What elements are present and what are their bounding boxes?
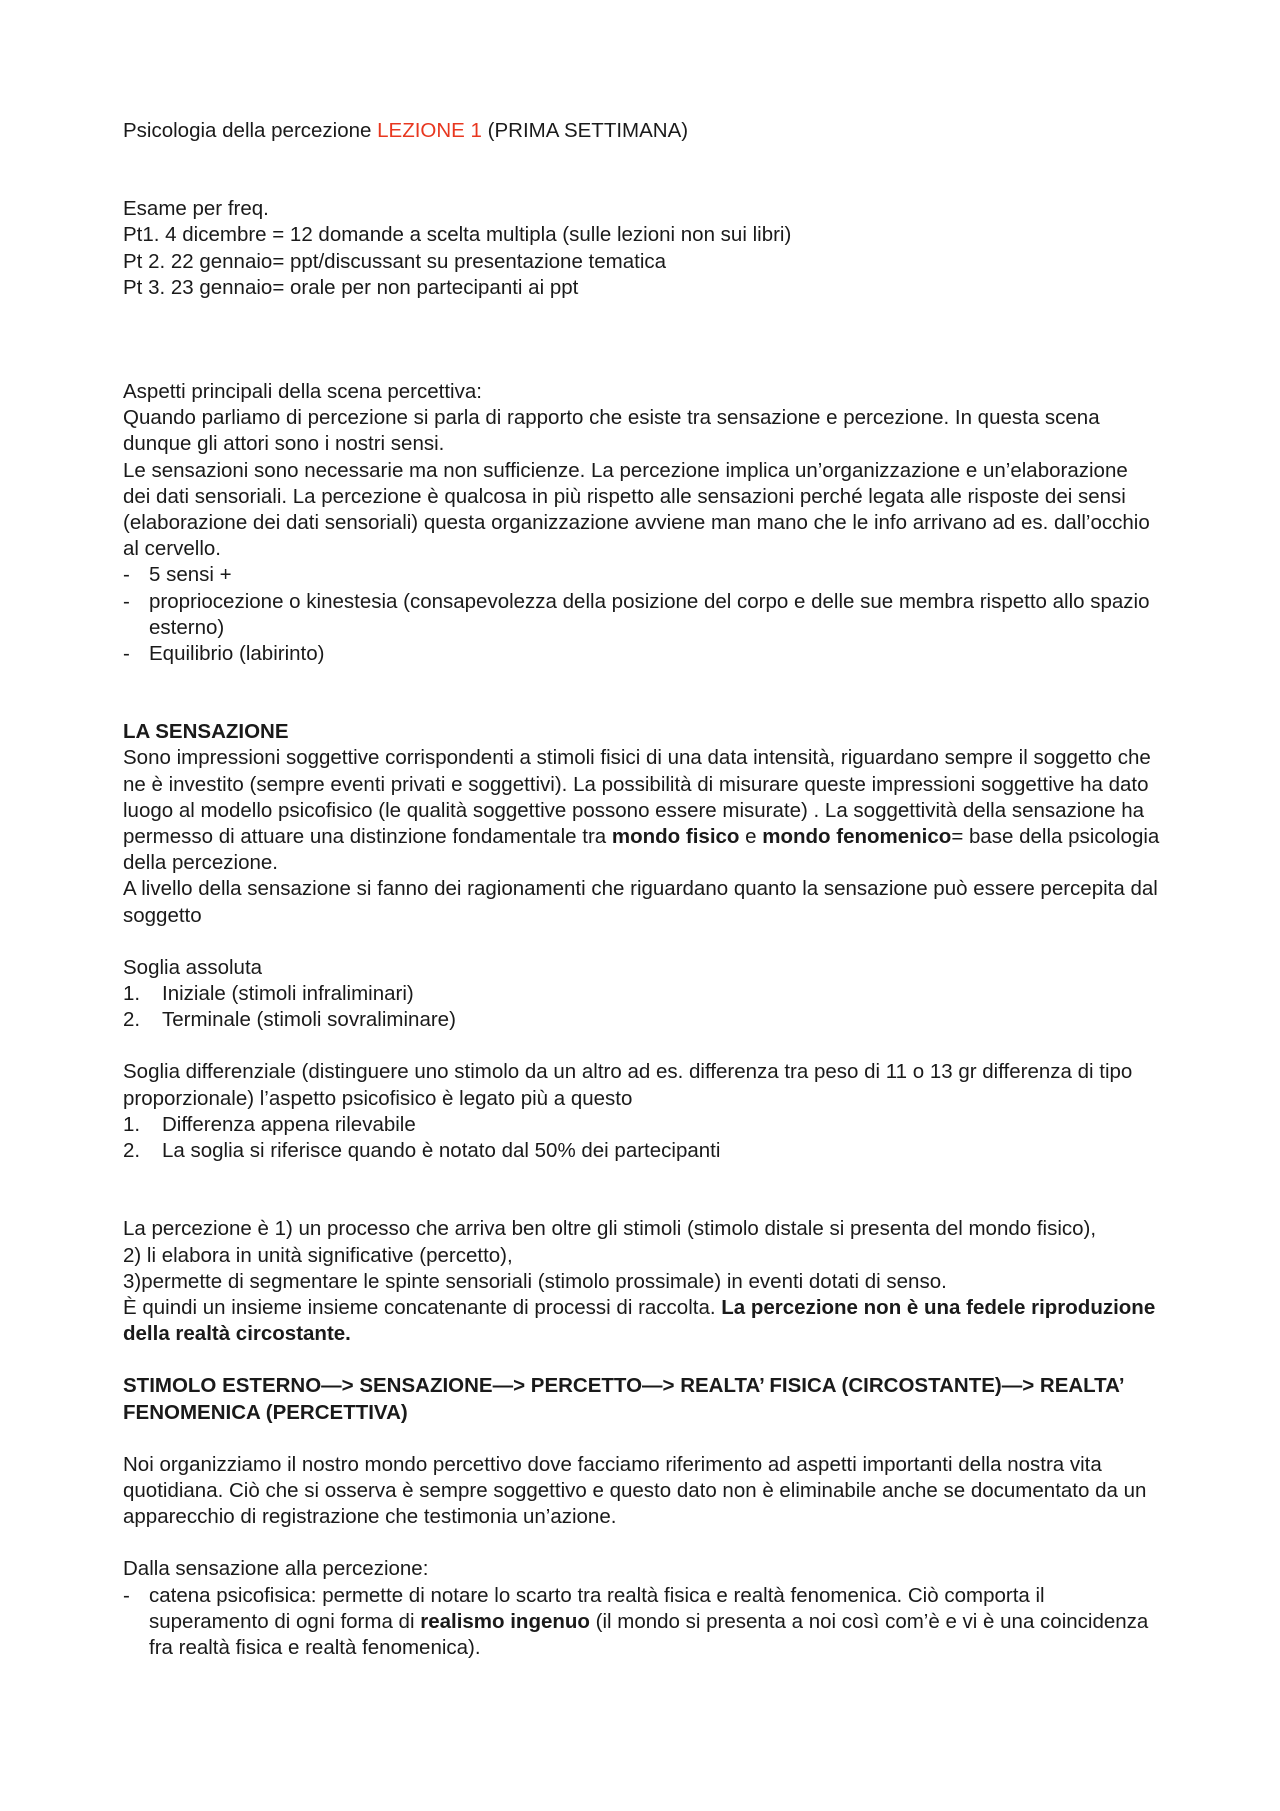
list-item [123,1112,1160,1138]
text-run: Sono impressioni soggettive corrispondenti a stimoli fisici di una data intensità, riguardano sempre il soggetto che ne è investito (sempre eventi privati e soggettivi). La possibilità di misurare queste impressioni soggettive ha dato luogo al modello psicofisico (le qualità soggettive possono essere misurate) . La soggettività della sensazione ha permesso di attuare una distinzione fondamentale tra [123,746,1151,849]
exam-section [123,196,1160,301]
list-item [123,1583,1160,1662]
numbered-list [123,1112,1160,1164]
text-run: = base della psicologia della percezione. [123,825,1160,875]
section-heading: LA SENSAZIONE [123,720,289,744]
list-item [123,1007,1160,1033]
title-text: Psicologia della percezione [123,119,378,142]
dash-list [123,1583,1160,1662]
list-number: 1. [123,1112,141,1136]
title-lesson-label: LEZIONE 1 [377,119,482,142]
perception-line: La percezione è 1) un processo che arriva ben oltre gli stimoli (stimolo distale si presenta del mondo fisico), [123,1217,1097,1241]
sensation-section [123,719,1160,929]
differential-threshold-section [123,1059,1160,1164]
subheading: Soglia assoluta [123,955,263,979]
aspects-paragraph: Quando parliamo di percezione si parla di rapporto che esiste tra sensazione e percezione. In questa scena dunque gli attori sono i nostri sensi. [123,406,1100,456]
aspects-section [123,379,1160,667]
perception-line: 3)permette di segmentare le spinte sensoriali (stimolo prossimale) in eventi dotati di senso. [123,1269,947,1293]
exam-line: Pt1. 4 dicembre = 12 domande a scelta multipla (sulle lezioni non sui libri) [123,223,792,247]
list-item: - Equilibrio (labirinto) [123,641,1160,667]
bold-term: mondo fenomenico [762,825,952,849]
list-text: Iniziale (stimoli infraliminari) [162,982,414,1006]
subheading: Dalla sensazione alla percezione: [123,1557,429,1581]
list-number: 2. [123,1008,141,1032]
list-item: - 5 sensi + [123,562,1160,588]
perceptual-world-paragraph: Noi organizziamo il nostro mondo percettivo dove facciamo riferimento ad aspetti importanti della nostra vita quotidiana. Ciò che si osserva è sempre soggettivo e questo dato non è eliminabile anche se documentato da un apparecchio di registrazione che testimonia un’azione. [123,1452,1147,1529]
text-run: È quindi un insieme insieme concatenante di processi di raccolta. [123,1295,722,1319]
aspects-paragraph: Le sensazioni sono necessarie ma non sufficienze. La percezione implica un’organizzazione e un’elaborazione dei dati sensoriali. La percezione è qualcosa in più rispetto alle sensazioni perché legata alle risposte dei sensi (elaborazione dei dati sensoriali) questa organizzazione avviene man mano che le info arrivano ad es. dall’occhio al cervello. [123,458,1150,561]
list-text: La soglia si riferisce quando è notato dal 50% dei partecipanti [162,1139,721,1163]
sensation-to-perception-section [123,1556,1160,1661]
numbered-list [123,981,1160,1033]
senses-list [123,562,1160,667]
exam-line: Pt 2. 22 gennaio= ppt/discussant su presentazione tematica [123,249,667,273]
sensation-paragraph: A livello della sensazione si fanno dei ragionamenti che riguardano quanto la sensazione può essere percepita dal soggetto [123,877,1158,927]
list-text: Differenza appena rilevabile [162,1112,416,1136]
document-title [123,118,1160,144]
bold-term: realismo ingenuo [420,1609,590,1633]
list-item [123,1138,1160,1164]
bold-term: mondo fisico [611,825,740,849]
sensation-paragraph [123,745,1160,876]
exam-heading: Esame per freq. [123,197,269,221]
list-number: 2. [123,1139,141,1163]
subheading: Soglia differenziale (distinguere uno stimolo da un altro ad es. differenza tra peso di 11 o 13 gr differenza di tipo proporzionale) l’aspetto psicofisico è legato più a questo [123,1060,1133,1110]
list-item: - propriocezione o kinestesia (consapevolezza della posizione del corpo e delle sue membra rispetto allo spazio esterno) [123,589,1160,641]
exam-line: Pt 3. 23 gennaio= orale per non partecipanti ai ppt [123,275,579,299]
perception-section [123,1216,1160,1347]
list-text: Terminale (stimoli sovraliminare) [162,1008,456,1032]
bold-statement: La percezione non è una fedele riproduzione della realtà circostante. [123,1295,1156,1346]
aspects-heading: Aspetti principali della scena percettiva: [123,380,482,404]
list-item [123,981,1160,1007]
title-week: (PRIMA SETTIMANA) [481,119,689,142]
list-number: 1. [123,982,141,1006]
text-run: (il mondo si presenta a noi così com’è e vi è una coincidenza fra realtà fisica e realtà fenomenica). [149,1609,1149,1659]
perception-line [123,1295,1160,1347]
text-run: e [739,825,763,849]
absolute-threshold-section [123,955,1160,1034]
perception-line: 2) li elabora in unità significative (percetto), [123,1243,513,1267]
perception-chain: STIMOLO ESTERNO—> SENSAZIONE—> PERCETTO—> REALTA’ FISICA (CIRCOSTANTE)—> REALTA’ FENOMENICA (PERCETTIVA) [123,1374,1124,1424]
text-run: catena psicofisica: permette di notare lo scarto tra realtà fisica e realtà fenomenica. Ciò comporta il superamento di ogni forma di [149,1583,1045,1633]
